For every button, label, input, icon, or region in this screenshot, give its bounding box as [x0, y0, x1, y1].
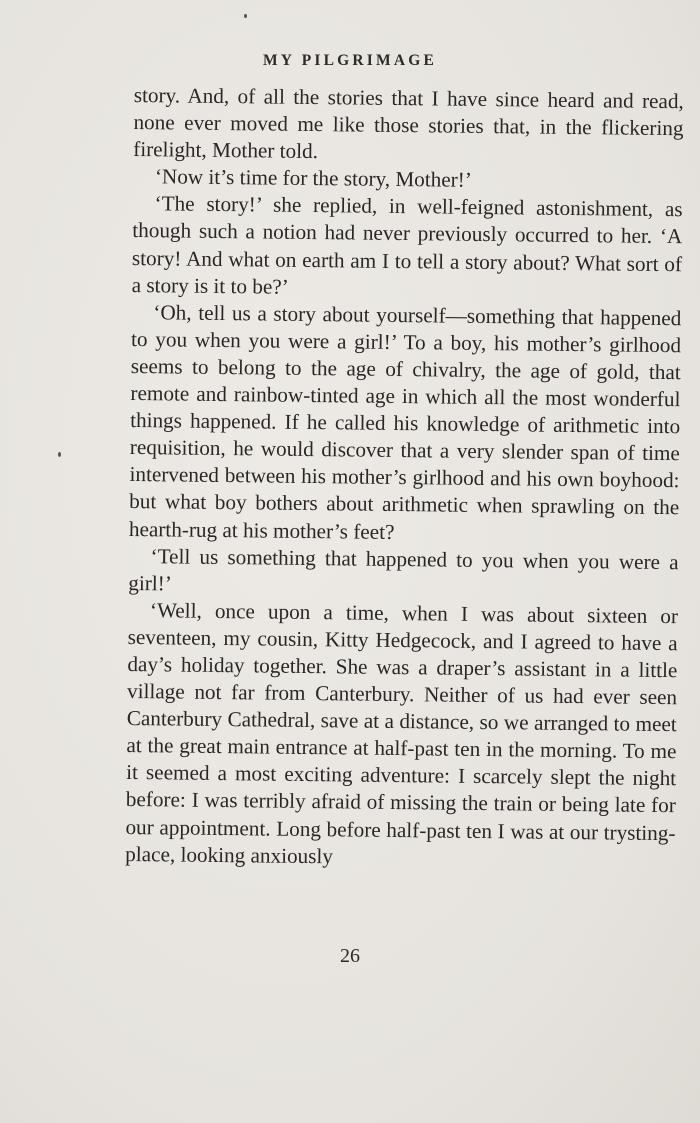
paragraph: ‘Now it’s time for the story, Mother!’	[154, 164, 473, 193]
paragraph: ‘Tell us something that happened to you when you were a girl!’	[128, 543, 679, 596]
paragraph: story. And, of all the stories that I have since heard and read, none ever moved me like those stories that, in the flickering firelight, Mother told.	[133, 82, 684, 164]
print-speck	[244, 14, 247, 18]
page-number: 26	[340, 945, 360, 967]
print-speck	[58, 452, 61, 457]
paragraph: ‘The story!’ she replied, in well-feigned astonishment, as though such a notion had never previously occurred to her. ‘A story! And what on earth am I to tell a story about? What sort of a story is it to be?’	[131, 191, 683, 299]
body-text	[125, 82, 684, 874]
running-head: MY PILGRIMAGE	[262, 52, 438, 69]
paragraph: ‘Well, once upon a time, when I was about sixteen or seventeen, my cousin, Kitty Hedgecock, and I agreed to have a day’s holiday together. She was a draper’s assistant in a little village not far from Canterbury. Neither of us had ever seen Canterbury Cathedral, save at a distance, so we arranged to meet at the great main entrance at half-past ten in the morning. To me it seemed a most exciting adventure: I scarcely slept the night before: I was terribly afraid of missing the train or being late for our appointment. Long before half-past ten I was at our trysting-place, looking anxiously	[125, 597, 679, 868]
paragraph: ‘Oh, tell us a story about yourself—something that happened to you when you were a girl!’ To a boy, his mother’s girlhood seems to belong to the age of chivalry, the age of gold, that remote and rainbow-tinted age in which all the most wonderful things happened. If he called his knowledge of arithmetic into requisition, he would discover that a very slender span of time intervened between his mother’s girlhood and his own boyhood: but what boy bothers about arithmetic when sprawling on the hearth-rug at his mother’s feet?	[128, 299, 682, 544]
